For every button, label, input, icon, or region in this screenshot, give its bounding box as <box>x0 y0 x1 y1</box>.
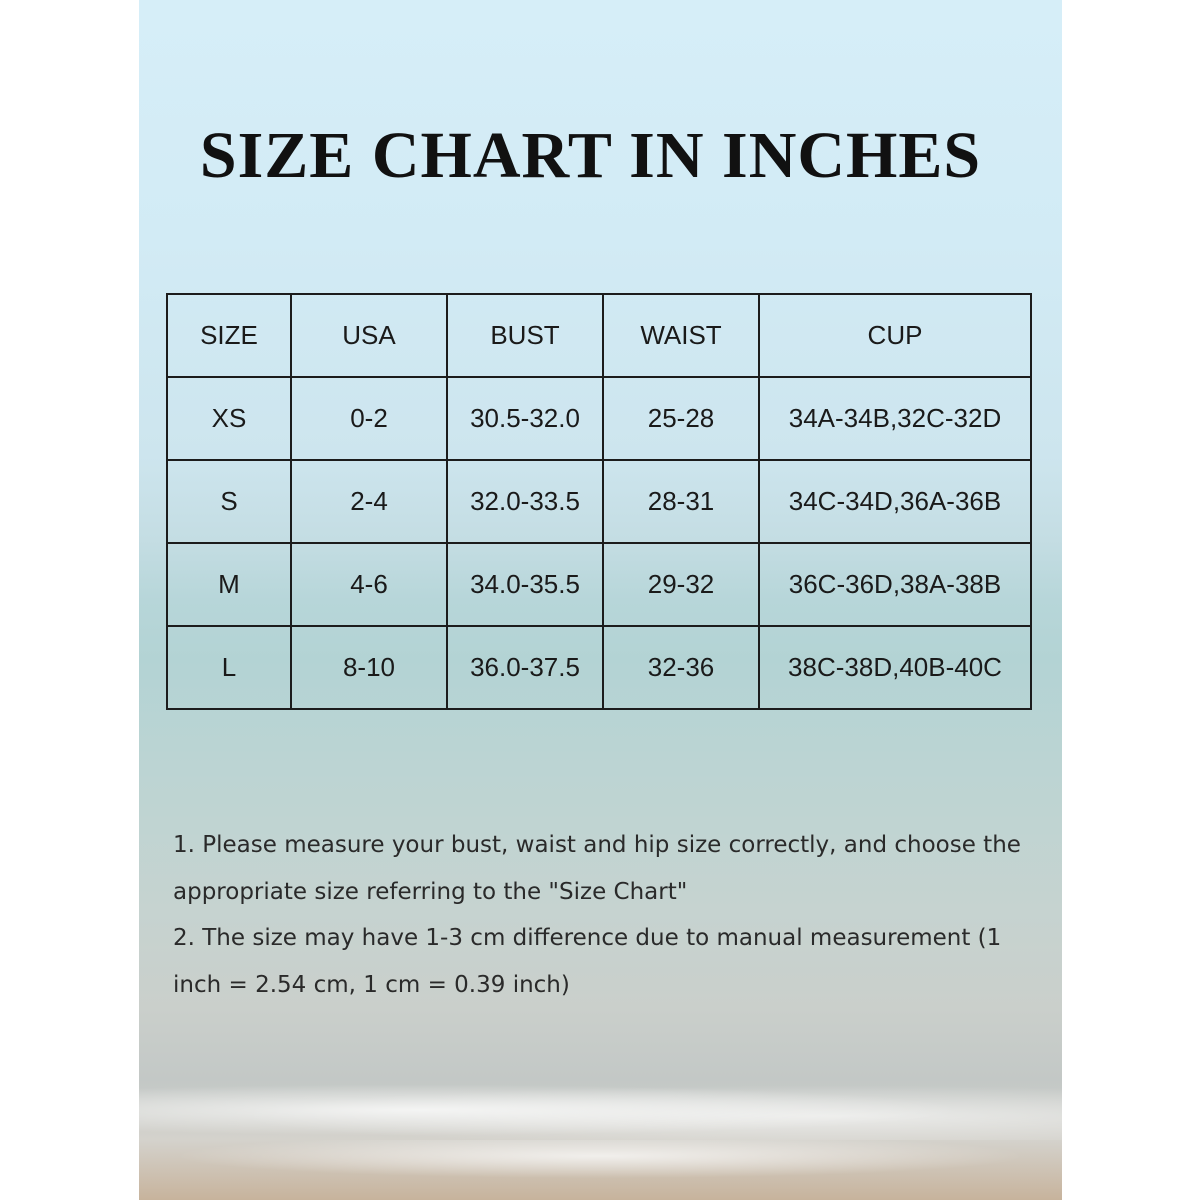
size-chart-poster <box>139 0 1062 1200</box>
usa-cell: 8-10 <box>291 626 447 709</box>
wave-foam <box>139 1140 1062 1180</box>
cup-cell: 34A-34B,32C-32D <box>759 377 1031 460</box>
note-measure: 1. Please measure your bust, waist and hip size correctly, and choose the appropriate size referring to the "Size Chart" <box>173 832 1021 905</box>
wave-foam <box>139 1080 1062 1140</box>
note-difference: 2. The size may have 1-3 cm difference due to manual measurement (1 inch = 2.54 cm, 1 cm = 0.39 inch) <box>173 925 1002 998</box>
cup-cell: 38C-38D,40B-40C <box>759 626 1031 709</box>
table-header-row <box>167 294 1031 377</box>
table-row <box>167 460 1031 543</box>
size-cell: XS <box>167 377 291 460</box>
usa-cell: 4-6 <box>291 543 447 626</box>
waist-cell: 29-32 <box>603 543 759 626</box>
bust-cell: 36.0-37.5 <box>447 626 603 709</box>
cup-cell: 36C-36D,38A-38B <box>759 543 1031 626</box>
usa-cell: 0-2 <box>291 377 447 460</box>
table-row <box>167 543 1031 626</box>
size-table <box>166 293 1032 710</box>
bust-cell: 30.5-32.0 <box>447 377 603 460</box>
page-title: SIZE CHART IN INCHES <box>199 119 982 192</box>
size-cell: L <box>167 626 291 709</box>
header-cup: CUP <box>759 294 1031 377</box>
bust-cell: 34.0-35.5 <box>447 543 603 626</box>
table-row <box>167 377 1031 460</box>
bust-cell: 32.0-33.5 <box>447 460 603 543</box>
waist-cell: 32-36 <box>603 626 759 709</box>
waist-cell: 25-28 <box>603 377 759 460</box>
size-cell: S <box>167 460 291 543</box>
cup-cell: 34C-34D,36A-36B <box>759 460 1031 543</box>
table-row <box>167 626 1031 709</box>
header-bust: BUST <box>447 294 603 377</box>
waist-cell: 28-31 <box>603 460 759 543</box>
header-waist: WAIST <box>603 294 759 377</box>
usa-cell: 2-4 <box>291 460 447 543</box>
size-cell: M <box>167 543 291 626</box>
header-size: SIZE <box>167 294 291 377</box>
measurement-notes <box>173 822 1033 1008</box>
header-usa: USA <box>291 294 447 377</box>
